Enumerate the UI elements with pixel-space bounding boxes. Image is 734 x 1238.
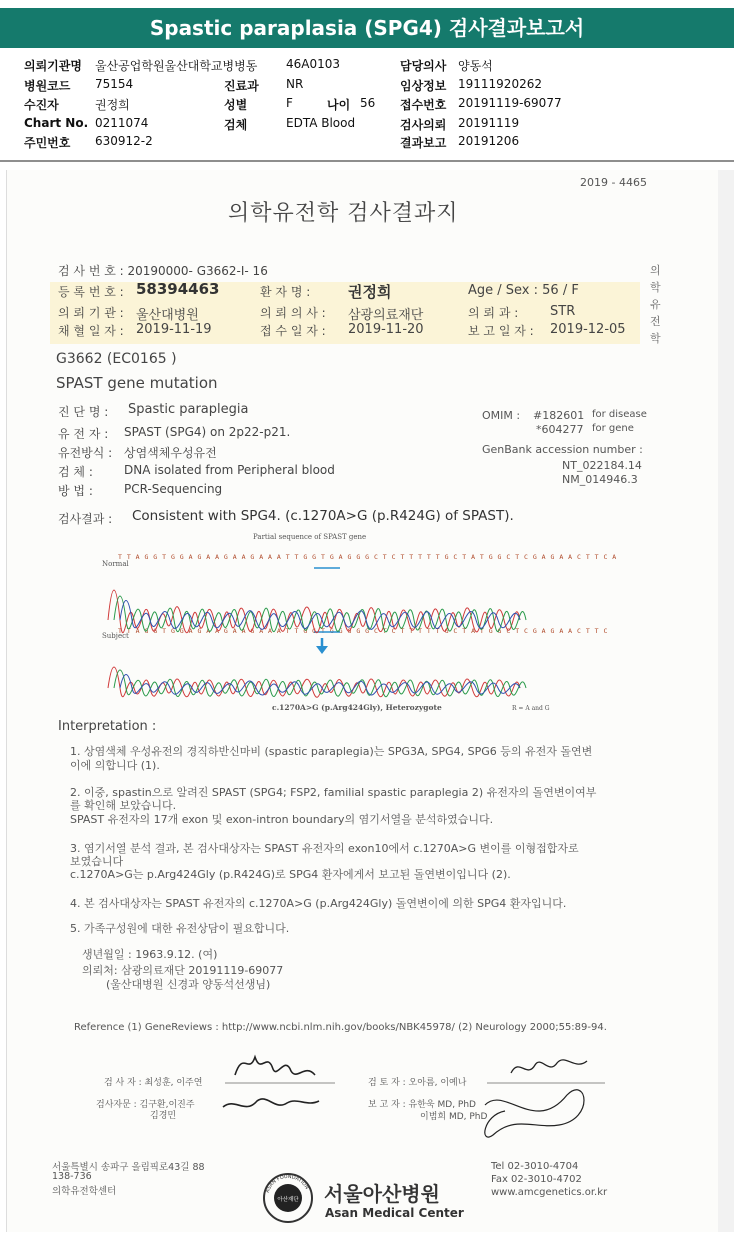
receive-value: 2019-11-20 — [348, 322, 424, 337]
subject-sequence: T T A G G T G G A G A A G A A G A A A T T G G T G G G G G C T C T T T T T G C T A T G G C T C G A G A A C T T C — [118, 627, 608, 635]
normal-sequence: T T A G G T G G A G A A G A A G A A A T T G G T G A G G G C T C T T T T T G C T A T G G C T C G A G A A C T T C A — [118, 553, 617, 561]
referrer-detail: (울산대병원 신경과 양동석선생님) — [106, 978, 271, 991]
figure-legend: R = A and G — [512, 705, 550, 712]
mode-value: 상염색체우성유전 — [124, 446, 217, 460]
specimen-row-label: 검 체 : — [58, 465, 93, 479]
age-value: 56 — [360, 96, 376, 110]
tester-signature — [235, 1057, 315, 1075]
report-date-value: 2019-12-05 — [550, 322, 626, 337]
interpretation-line: 3. 염기서열 분석 결과, 본 검사대상자는 SPAST 유전자의 exon10에서 c.1270A>G 변이를 이형접합자로 — [70, 842, 579, 855]
request-value: 20191119 — [458, 116, 520, 130]
inst-label: 의 뢰 기 관 : — [58, 306, 124, 320]
normal-label: Normal — [102, 560, 129, 568]
dept-row-value: STR — [550, 304, 576, 319]
interpretation-line: 보였습니다 — [70, 855, 124, 868]
reporter-signature — [485, 1090, 584, 1137]
genbank-label: GenBank accession number : — [482, 443, 643, 456]
specimen-row-value: DNA isolated from Peripheral blood — [124, 463, 335, 477]
side-label: 의 학 유 전 학 — [650, 264, 661, 345]
svg-text:ASAN FOUNDATION: ASAN FOUNDATION — [264, 1173, 310, 1194]
method-label: 방 법 : — [58, 484, 93, 498]
tech-advisor: 검사자문 : 김구환,이진주 — [96, 1100, 195, 1110]
header-divider — [0, 160, 734, 162]
result-report-label: 결과보고 — [400, 136, 447, 150]
reporter: 보 고 자 : 유한욱 MD, PhD — [368, 1100, 476, 1110]
clinical-value: 19111920262 — [458, 77, 542, 91]
ward-code: 46A0103 — [286, 57, 341, 71]
sex-value: F — [286, 96, 293, 110]
patient-label: 수진자 — [24, 98, 59, 112]
institution-value: 울산공업학원울산대학교병병동 — [95, 59, 258, 73]
address-line-3: 의학유전학센터 — [52, 1186, 117, 1197]
test-name: SPAST gene mutation — [56, 374, 218, 392]
figure-caption: c.1270A>G (p.Arg424Gly), Heterozygote — [272, 703, 442, 712]
age-label: 나이 — [327, 98, 351, 112]
reviewer: 검 토 자 : 오아름, 이예나 — [368, 1078, 467, 1088]
req-doctor-value: 삼광의료재단 — [348, 308, 424, 323]
interpretation-heading: Interpretation : — [58, 719, 157, 734]
reviewer-signature — [511, 1060, 587, 1073]
website: www.amcgenetics.or.kr — [491, 1187, 608, 1198]
interpretation-line: SPAST 유전자의 17개 exon 및 exon-intron boundary의 염기서열을 분석하였습니다. — [70, 813, 494, 826]
age-sex: Age / Sex : 56 / F — [468, 283, 579, 298]
report-date-label: 보 고 일 자 : — [468, 324, 534, 338]
chart-value: 0211074 — [95, 116, 149, 130]
interpretation-line: 2. 이중, spastin으로 알려진 SPAST (SPG4; FSP2, familial spastic paraplegia 2) 유전자의 돌연변이여부 — [70, 786, 597, 799]
method-value: PCR-Sequencing — [124, 482, 223, 496]
asan-foundation-logo — [262, 1172, 314, 1224]
hospital-code-value: 75154 — [95, 77, 134, 91]
tester: 검 사 자 : 최성훈, 이주연 — [104, 1078, 203, 1088]
signature-strokes — [215, 1045, 635, 1155]
reg-no-label: 등 록 번 호 : — [58, 285, 124, 299]
result-label: 검사결과 : — [58, 512, 113, 526]
result-report-value: 20191206 — [458, 134, 520, 148]
interpretation-line: 1. 상염색체 우성유전의 경직하반신마비 (spastic paraplegia)는 SPG3A, SPG4, SPG6 등의 유전자 돌연변 — [70, 745, 593, 758]
hospital-code-label: 병원코드 — [24, 79, 71, 93]
hospital-name-ko: 서울아산병원 — [324, 1182, 440, 1206]
birth-date: 생년월일 : 1963.9.12. (여) — [82, 948, 218, 961]
inst-value: 울산대병원 — [136, 308, 199, 323]
collect-label: 채 혈 일 자 : — [58, 324, 124, 338]
test-number: 검 사 번 호 : 20190000- G3662-I- 16 — [58, 264, 268, 278]
doctor-label: 담당의사 — [400, 59, 447, 73]
omim-disease-text: for disease — [592, 409, 647, 420]
interpretation-line: 를 확인해 보았습니다. — [70, 799, 177, 812]
receipt-value: 20191119-69077 — [458, 96, 562, 110]
advisor-signature — [223, 1099, 319, 1107]
doctor-value: 양동석 — [458, 59, 493, 73]
referrer: 의뢰처: 삼광의료재단 20191119-69077 — [82, 964, 284, 977]
omim-label: OMIM : — [482, 409, 521, 422]
specimen-value: EDTA Blood — [286, 116, 356, 130]
interpretation-line: 5. 가족구성원에 대한 유전상담이 필요합니다. — [70, 922, 290, 935]
dept-value: NR — [286, 77, 304, 91]
patient-name-value: 권정희 — [348, 283, 392, 301]
reference: Reference (1) GeneReviews : http://www.ncbi.nlm.nih.gov/books/NBK45978/ (2) Neurology 2000;55:89-94. — [74, 1022, 607, 1033]
sex-label: 성별 — [224, 98, 248, 112]
fax: Fax 02-3010-4702 — [491, 1174, 582, 1185]
omim-gene-text: for gene — [592, 423, 634, 434]
patient-name-label: 환 자 명 : — [260, 285, 311, 299]
test-code: G3662 (EC0165 ) — [56, 351, 177, 367]
reg-no-value: 58394463 — [136, 280, 220, 298]
result-value: Consistent with SPG4. (c.1270A>G (p.R424G) of SPAST). — [132, 508, 514, 524]
patient-value: 권정희 — [95, 98, 130, 112]
specimen-label: 검체 — [224, 118, 248, 132]
diag-value: Spastic paraplegia — [128, 402, 249, 417]
omim-disease-no: #182601 — [533, 409, 585, 422]
dept-label: 진료과 — [224, 79, 259, 93]
institution-label: 의뢰기관명 — [24, 59, 82, 73]
mutation-arrow-head — [316, 646, 328, 654]
chart-label: Chart No. — [24, 116, 89, 130]
subject-label: Subject — [102, 632, 129, 640]
interpretation-line: 이에 의합니다 (1). — [70, 759, 160, 772]
receipt-label: 접수번호 — [400, 98, 447, 112]
resident-label: 주민번호 — [24, 136, 71, 150]
scan-heading: 의학유전학 검사결과지 — [228, 201, 459, 226]
address-line-1: 서울특별시 송파구 올림픽로43길 88 — [52, 1162, 205, 1173]
req-doctor-label: 의 뢰 의 사 : — [260, 306, 326, 320]
hospital-name-en: Asan Medical Center — [325, 1206, 464, 1220]
genbank-nt: NT_022184.14 — [562, 459, 642, 472]
diag-label: 진 단 명 : — [58, 405, 109, 419]
gene-label: 유 전 자 : — [58, 427, 109, 441]
genbank-nm: NM_014946.3 — [562, 473, 638, 486]
gene-value: SPAST (SPG4) on 2p22-p21. — [124, 425, 291, 439]
clinical-label: 임상정보 — [400, 79, 447, 93]
request-label: 검사의뢰 — [400, 118, 447, 132]
omim-gene-no: *604277 — [536, 423, 584, 436]
dept-row-label: 의 뢰 과 : — [468, 306, 519, 320]
resident-value: 630912-2 — [95, 134, 153, 148]
chromatogram-svg — [100, 560, 560, 700]
svg-text:아산재단: 아산재단 — [277, 1197, 299, 1203]
tech-advisor-2: 김경민 — [150, 1111, 177, 1121]
scan-number: 2019 - 4465 — [580, 176, 647, 189]
interpretation-line: c.1270A>G는 p.Arg424Gly (p.R424G)로 SPG4 환자에게서 보고된 돌연변이입니다 (2). — [70, 868, 511, 881]
mode-label: 유전방식 : — [58, 446, 113, 460]
reporter-2: 이범희 MD, PhD — [420, 1112, 488, 1122]
normal-trace — [108, 590, 526, 633]
subject-trace — [108, 667, 526, 697]
interpretation-line: 4. 본 검사대상자는 SPAST 유전자의 c.1270A>G (p.Arg424Gly) 돌연변이에 의한 SPG4 환자입니다. — [70, 897, 567, 910]
tel: Tel 02-3010-4704 — [491, 1161, 579, 1172]
receive-label: 접 수 일 자 : — [260, 324, 326, 338]
scan-edge — [718, 170, 734, 1232]
address-line-2: 138-736 — [52, 1171, 92, 1182]
report-title: Spastic paraplasia (SPG4) 검사결과보고서 — [0, 8, 734, 48]
collect-value: 2019-11-19 — [136, 322, 212, 337]
figure-title: Partial sequence of SPAST gene — [253, 533, 367, 541]
